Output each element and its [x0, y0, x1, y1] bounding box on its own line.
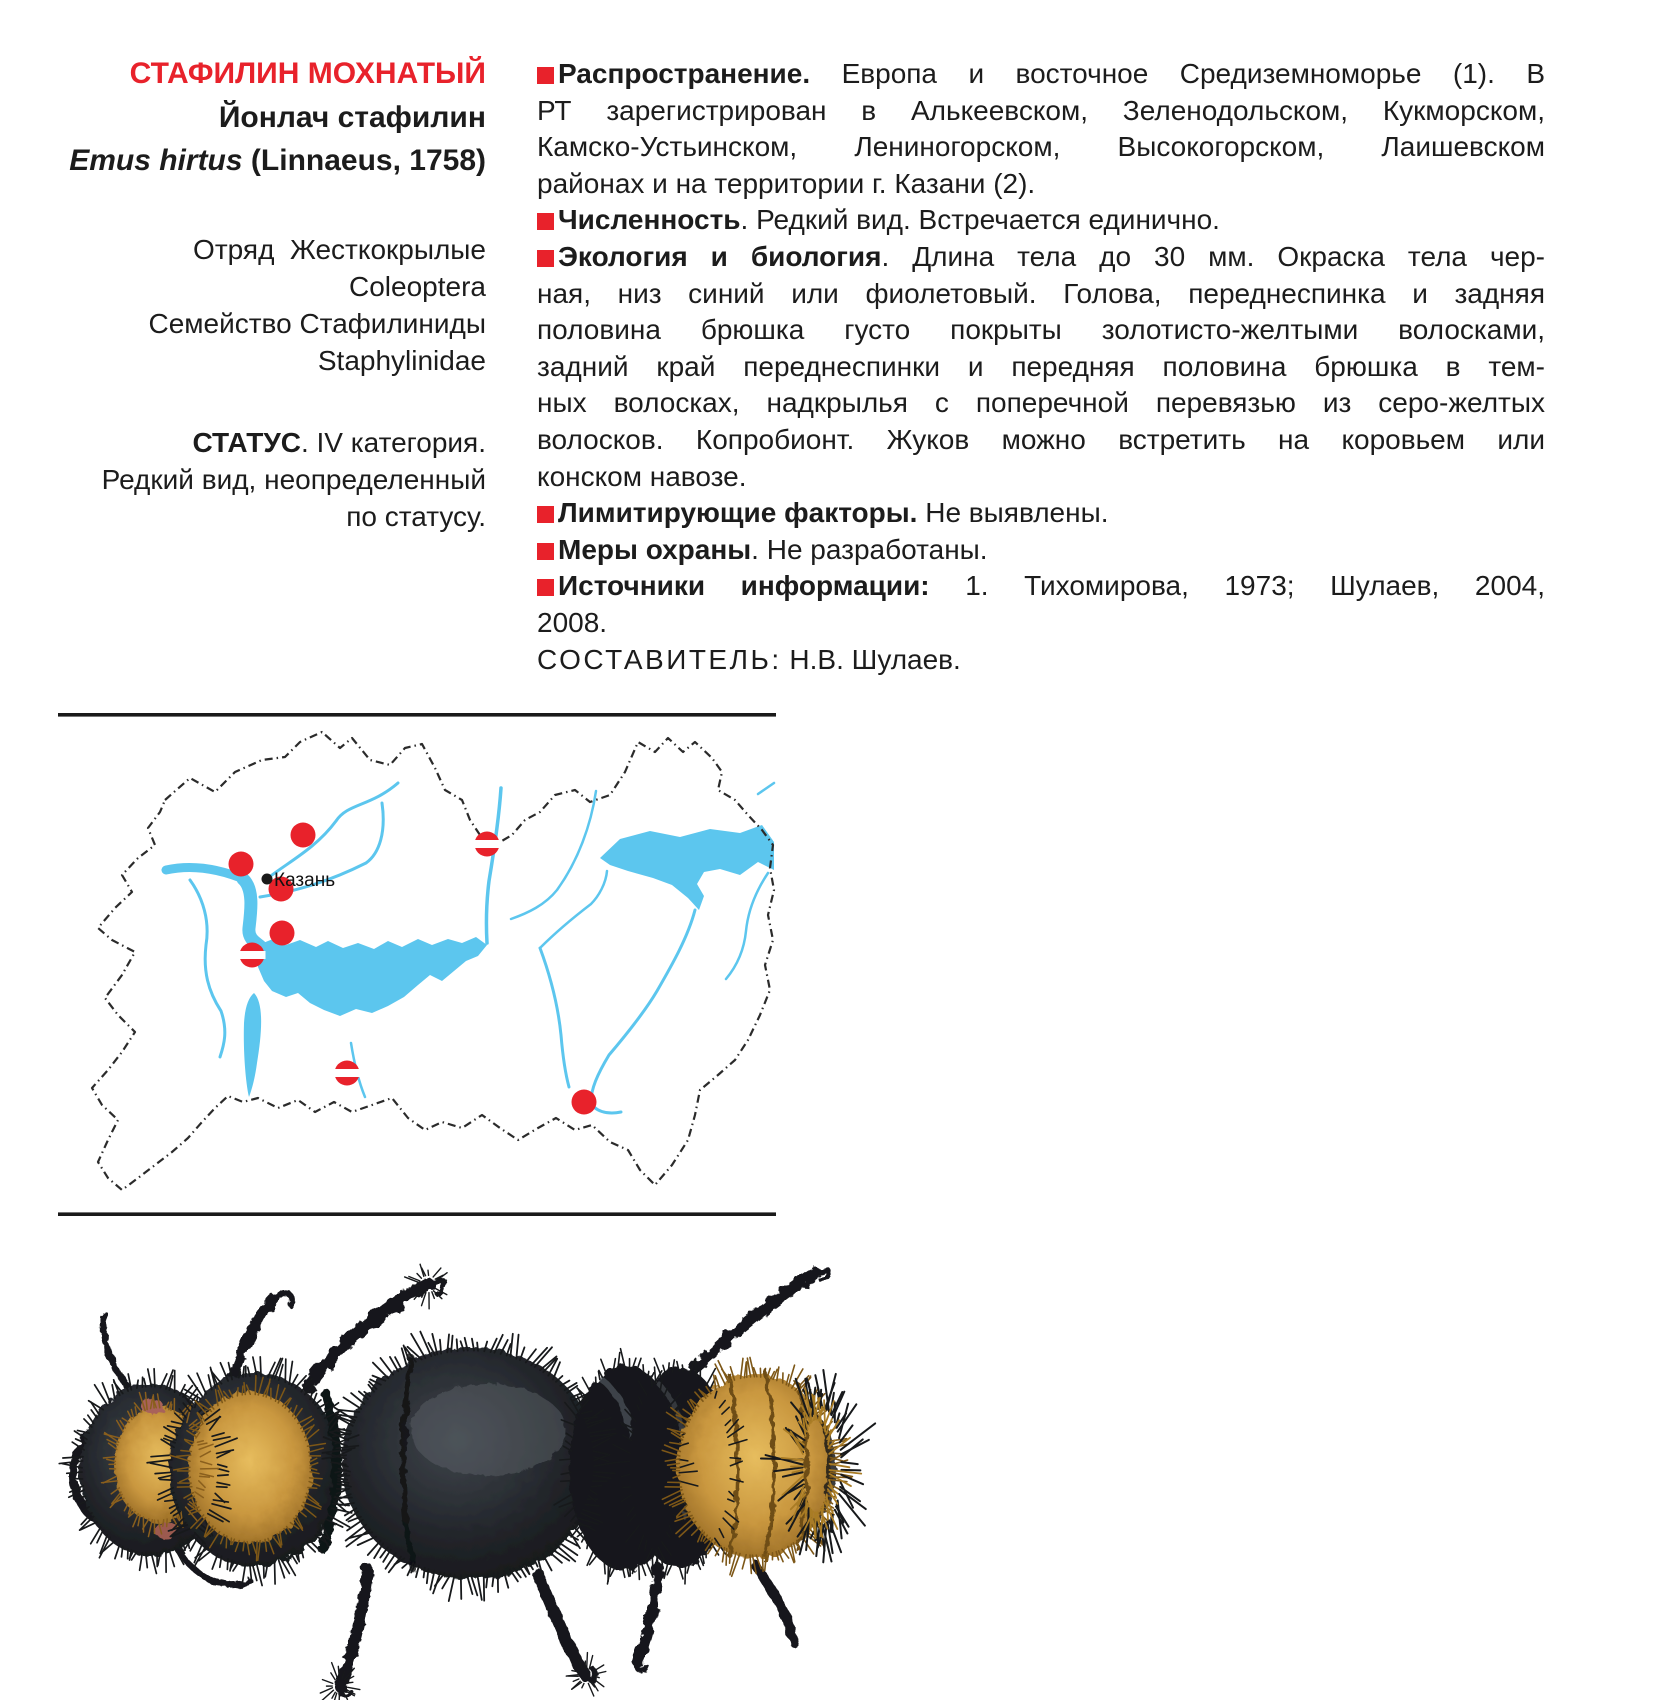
- article-paragraph: [537, 568, 1545, 641]
- tatarstan-map-svg: [58, 713, 776, 1216]
- paragraph-lead: Источники информации:: [558, 570, 930, 601]
- paragraph-lead: Распространение.: [558, 58, 810, 89]
- species-header: [0, 52, 486, 183]
- status-block: [0, 424, 486, 535]
- record-dot-solid: [291, 823, 316, 848]
- kuybyshev-reservoir: [258, 937, 487, 1016]
- red-square-bullet-icon: [537, 579, 554, 596]
- river-east: [726, 873, 768, 979]
- article-paragraph: [537, 56, 1545, 202]
- volga-south-finger: [244, 993, 261, 1097]
- article-paragraph: [537, 239, 1545, 495]
- paragraph-lead: Лимитирующие факторы.: [558, 497, 917, 528]
- species-title-tatar: Йонлач стафилин: [0, 96, 486, 140]
- distribution-map: [58, 713, 776, 1216]
- article-paragraph: [537, 532, 1545, 569]
- article-line: Численность. Редкий вид. Встречается единично.: [537, 202, 1545, 239]
- beetle-antenna: [103, 1314, 130, 1390]
- article-line: Меры охраны. Не разработаны.: [537, 532, 1545, 569]
- taxonomy-line: Отряд Жесткокрылые: [0, 231, 486, 268]
- kazan-city-dot: [262, 874, 273, 885]
- article-line: районах и на территории г. Казани (2).: [537, 166, 1545, 203]
- paragraph-lead: Экология и биология: [558, 241, 881, 272]
- river-cheremshan-ne: [540, 871, 607, 948]
- beetle-elytra-sheen: [410, 1384, 566, 1476]
- river-cheremshan: [540, 948, 569, 1087]
- article-line: 2008.: [537, 605, 1545, 642]
- beetle-hind-leg-up: [695, 1272, 816, 1368]
- beetle-hind-leg-down-2: [756, 1566, 794, 1642]
- article-line: РТ зарегистрирован в Алькеевском, Зеленодольском, Кукморском,: [537, 93, 1545, 130]
- species-latin-name: Emus hirtus: [69, 144, 242, 177]
- river-shoshma: [511, 791, 596, 919]
- beetle-illustration: [40, 1218, 920, 1700]
- red-square-bullet-icon: [537, 543, 554, 560]
- article-paragraph: [537, 202, 1545, 239]
- record-dot-solid: [572, 1090, 597, 1115]
- article-line: конском навозе.: [537, 459, 1545, 496]
- article-line: половина брюшка густо покрыты золотисто-желтыми волосками,: [537, 312, 1545, 349]
- status-line: Редкий вид, неопределенный: [0, 461, 486, 498]
- status-line: [0, 424, 486, 461]
- emus-hirtus-drawing: [40, 1218, 920, 1700]
- river-vyatka: [486, 788, 501, 943]
- article-line: ных волосках, надкрылья с поперечной перевязью из серо-желтых: [537, 385, 1545, 422]
- red-square-bullet-icon: [537, 250, 554, 267]
- record-dot-solid: [229, 852, 254, 877]
- paragraph-lead: Меры охраны: [558, 534, 751, 565]
- river-kama-south: [591, 910, 695, 1113]
- species-title-ru: СТАФИЛИН МОХНАТЫЙ: [0, 52, 486, 96]
- article-line: волосков. Копробионт. Жуков можно встретить на коровьем или: [537, 422, 1545, 459]
- species-article: [537, 56, 1545, 678]
- species-latin-line: [0, 139, 486, 183]
- article-paragraph: [537, 495, 1545, 532]
- taxonomy-line: Семейство Стафилиниды: [0, 305, 486, 342]
- article-line: СОСТАВИТЕЛЬ: Н.В. Шулаев.: [537, 642, 1545, 679]
- article-line: ная, низ синий или фиолетовый. Голова, переднеспинка и задняя: [537, 276, 1545, 313]
- article-line: задний край переднеспинки и передняя половина брюшка в тем-: [537, 349, 1545, 386]
- article-paragraph: [537, 642, 1545, 679]
- taxonomy-line: Coleoptera: [0, 268, 486, 305]
- red-square-bullet-icon: [537, 213, 554, 230]
- paragraph-lead: Численность: [558, 204, 741, 235]
- nizhnekamsk-reservoir: [600, 825, 774, 910]
- river-ne-creek: [758, 783, 774, 794]
- species-latin-author: (Linnaeus, 1758): [243, 144, 486, 177]
- record-dot-open: [334, 1061, 361, 1086]
- map-frame-bottom: [58, 1212, 776, 1216]
- map-frame-top: [58, 713, 776, 717]
- article-line: Камско-Устьинском, Лениногорском, Высокогорском, Лаишевском: [537, 129, 1545, 166]
- river-sviyaga: [190, 880, 225, 1057]
- beetle-eye-bottom: [154, 1521, 178, 1539]
- beetle-body-group: [73, 1269, 836, 1696]
- kazan-city-label: Казань: [274, 870, 335, 891]
- record-dot-solid: [270, 921, 295, 946]
- article-line: Распространение. Европа и восточное Средиземноморье (1). В: [537, 56, 1545, 93]
- taxonomy-line: Staphylinidae: [0, 342, 486, 379]
- river-kazanka: [268, 783, 398, 878]
- beetle-hind-leg-down: [638, 1568, 658, 1662]
- red-square-bullet-icon: [537, 67, 554, 84]
- status-category: . IV категория.: [301, 427, 486, 458]
- red-square-bullet-icon: [537, 506, 554, 523]
- status-label: СТАТУС: [193, 427, 301, 458]
- river-volga-band: [243, 879, 260, 946]
- article-line: Лимитирующие факторы. Не выявлены.: [537, 495, 1545, 532]
- article-line: Экология и биология. Длина тела до 30 мм. Окраска тела чер-: [537, 239, 1545, 276]
- paragraph-lead: СОСТАВИТЕЛЬ:: [537, 644, 782, 675]
- taxonomy-block: [0, 231, 486, 379]
- status-line: по статусу.: [0, 498, 486, 535]
- article-line: Источники информации: 1. Тихомирова, 1973; Шулаев, 2004,: [537, 568, 1545, 605]
